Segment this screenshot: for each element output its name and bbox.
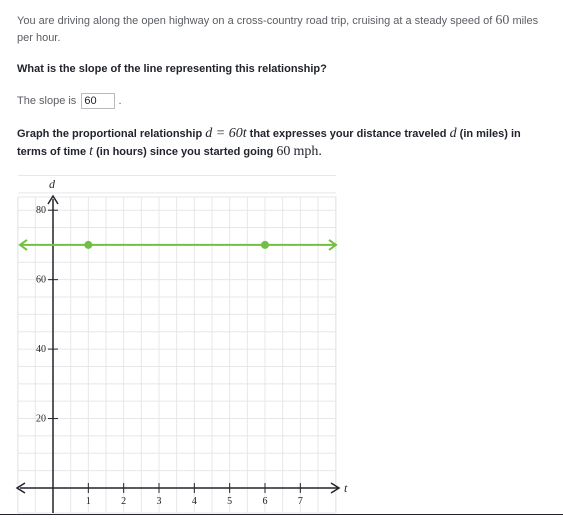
prompt-equation: d = 60t	[205, 126, 247, 141]
y-tick-label: 80	[36, 205, 46, 217]
prompt-part3: (in miles) in terms of time	[17, 128, 521, 158]
draggable-point[interactable]	[84, 241, 92, 249]
x-tick-label: 4	[191, 496, 197, 507]
x-tick-label: 2	[121, 496, 127, 507]
x-tick-label: 7	[297, 496, 303, 507]
slope-input[interactable]: 60	[81, 93, 115, 109]
intro-text: You are driving along the open highway on a cross-country road trip, cruising at a steady speed of	[17, 15, 493, 27]
prompt-speed: 60	[276, 144, 291, 159]
x-tick-label: 6	[262, 496, 268, 507]
slope-answer-prefix: The slope is	[17, 95, 77, 107]
graph-prompt	[17, 125, 547, 161]
y-tick-label: 20	[36, 413, 46, 425]
intro-text-end: miles per hour.	[17, 15, 539, 44]
prompt-var-t: t	[89, 144, 94, 159]
x-tick-label: 5	[227, 496, 233, 507]
prompt-part2: that expresses your distance traveled	[249, 128, 447, 140]
coordinate-plane[interactable]	[0, 170, 563, 515]
slope-answer-line	[17, 93, 122, 110]
intro-speed: 60	[495, 13, 510, 28]
problem-intro	[17, 12, 547, 47]
slope-answer-suffix: .	[118, 95, 122, 107]
bottom-divider	[0, 514, 563, 515]
prompt-part1: Graph the proportional relationship	[17, 128, 203, 140]
prompt-unit: mph.	[293, 144, 322, 159]
x-axis-label: t	[344, 481, 348, 495]
y-tick-label: 60	[36, 274, 46, 286]
prompt-var-d: d	[449, 126, 457, 141]
prompt-part4: (in hours) since you started going	[96, 146, 274, 158]
slope-question: What is the slope of the line representing this relationship?	[17, 63, 327, 75]
x-tick-label: 3	[156, 496, 162, 507]
y-tick-label: 40	[36, 344, 46, 356]
draggable-point[interactable]	[261, 241, 269, 249]
y-axis-label: d	[49, 177, 55, 191]
x-tick-label: 1	[85, 496, 91, 507]
